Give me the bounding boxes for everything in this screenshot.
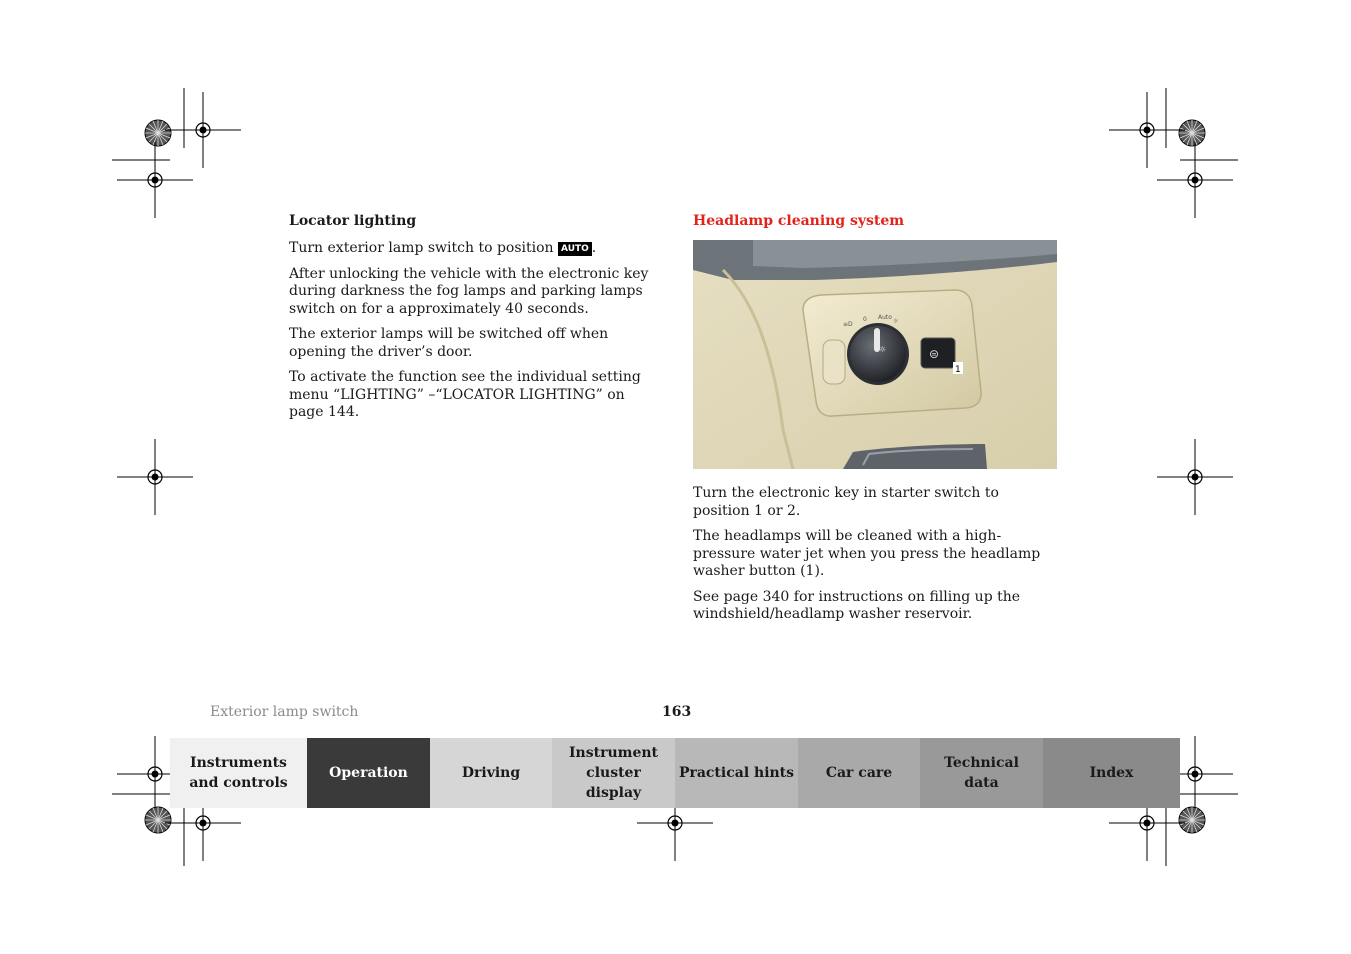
tab-instrument-cluster-display[interactable]: Instrument cluster display [552, 738, 675, 808]
locator-lighting-section [289, 212, 659, 430]
section-title: Exterior lamp switch [210, 704, 359, 720]
registration-star-icon [1179, 807, 1205, 833]
registration-mark-icon [1157, 142, 1233, 218]
svg-text:⊜: ⊜ [929, 347, 940, 361]
tab-driving[interactable]: Driving [430, 738, 552, 808]
locator-lighting-paragraph: After unlocking the vehicle with the electronic key during darkness the fog lamps and parking lamps switch on for a approximately 40 seconds. [289, 265, 649, 317]
svg-text:Auto: Auto [878, 314, 892, 321]
svg-text:0: 0 [863, 316, 867, 323]
registration-star-icon [145, 807, 171, 833]
headlamp-cleaning-heading: Headlamp cleaning system [693, 213, 905, 229]
locator-lighting-step: Turn exterior lamp switch to position AUTO . [289, 240, 597, 256]
headlamp-cleaning-paragraph: The headlamps will be cleaned with a high-pressure water jet when you press the headlamp washer button (1). [693, 528, 1041, 579]
exterior-lamp-switch-photo [693, 240, 1057, 469]
tab-technical-data[interactable]: Technical data [920, 738, 1043, 808]
registration-mark-icon [165, 92, 241, 168]
registration-star-icon [1179, 120, 1205, 146]
headlamp-cleaning-paragraph: See page 340 for instructions on filling up the windshield/headlamp washer reservoir. [693, 588, 1021, 622]
auto-position-icon: AUTO [558, 242, 592, 256]
locator-lighting-paragraph: The exterior lamps will be switched off when opening the driver’s door. [289, 326, 609, 360]
registration-mark-icon [117, 439, 193, 515]
locator-lighting-heading: Locator lighting [289, 213, 417, 229]
svg-text:☼: ☼ [879, 345, 887, 354]
registration-star-icon [145, 120, 171, 146]
svg-text:1: 1 [955, 365, 961, 375]
headlamp-cleaning-paragraph: Turn the electronic key in starter switch to position 1 or 2. [693, 485, 999, 519]
locator-lighting-paragraph: To activate the function see the individual setting menu “LIGHTING” –“LOCATOR LIGHTING” on page 144. [289, 369, 641, 420]
registration-mark-icon [117, 142, 193, 218]
svg-text:☼: ☼ [893, 318, 899, 325]
registration-mark-icon [1157, 439, 1233, 515]
page-number: 163 [662, 704, 692, 720]
tab-operation[interactable]: Operation [307, 738, 430, 808]
chapter-navigation [170, 738, 1180, 808]
registration-mark-icon [1109, 92, 1185, 168]
tab-practical-hints[interactable]: Practical hints [675, 738, 798, 808]
headlamp-cleaning-section [693, 212, 1057, 632]
tab-car-care[interactable]: Car care [798, 738, 920, 808]
svg-text:≡D: ≡D [843, 321, 853, 328]
tab-index[interactable]: Index [1043, 738, 1180, 808]
tab-instruments-and-controls[interactable]: Instruments and controls [170, 738, 307, 808]
